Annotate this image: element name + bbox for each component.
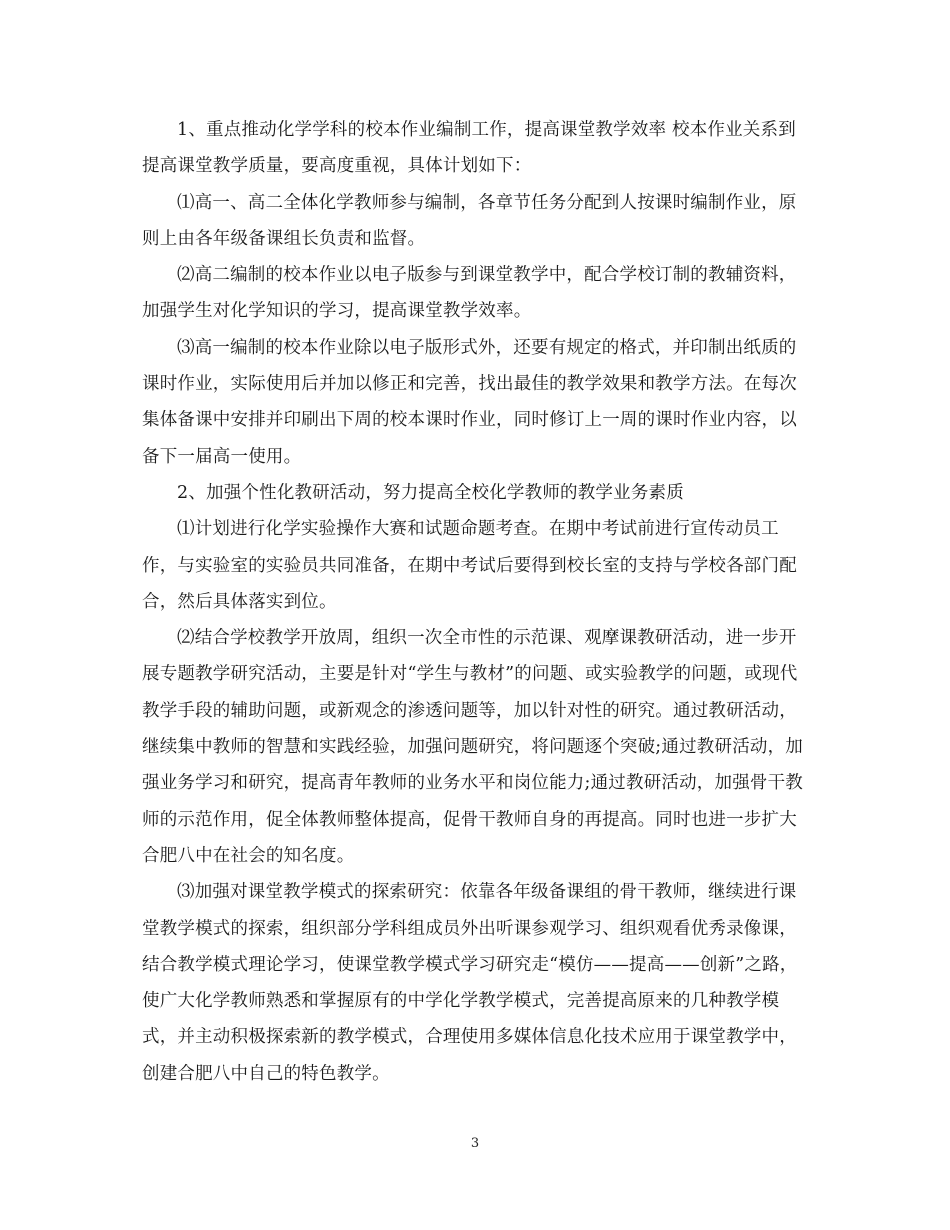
paragraph-item-2-1: ⑴计划进行化学实验操作大赛和试题命题考查。在期中考试前进行宣传动员工作，与实验室的实验员共同准备，在期中考试后要得到校长室的支持与学校各部门配合，然后具体落实到位。 xyxy=(142,519,797,612)
paragraph-item-1-2: ⑵高二编制的校本作业以电子版参与到课堂教学中，配合学校订制的教辅资料，加强学生对化学知识的学习，提高课堂教学效率。 xyxy=(142,265,797,322)
paragraph-section-1-heading: 1、重点推动化学学科的校本作业编制工作，提高课堂教学效率 校本作业关系到提高课堂教学质量，要高度重视，具体计划如下： xyxy=(142,120,796,177)
paragraph-item-1-1: ⑴高一、高二全体化学教师参与编制，各章节任务分配到人按课时编制作业，原则上由各年级备课组长负责和监督。 xyxy=(142,192,797,249)
paragraph-item-2-2: ⑵结合学校教学开放周，组织一次全市性的示范课、观摩课教研活动，进一步开展专题教学研究活动，主要是针对“学生与教材”的问题、或实验教学的问题，或现代教学手段的辅助问题，或新观念的渗透问题等，加以针对性的研究。通过教研活动，继续集中教师的智慧和实践经验，加强问题研究，将问题逐个突破;通过教研活动，加强业务学习和研究，提高青年教师的业务水平和岗位能力;通过教研活动，加强骨干教师的示范作用，促全体教师整体提高，促骨干教师自身的再提高。同时也进一步扩大合肥八中在社会的知名度。 xyxy=(142,628,803,866)
paragraph-item-2-3: ⑶加强对课堂教学模式的探索研究：依靠各年级备课组的骨干教师，继续进行课堂教学模式的探索，组织部分学科组成员外出听课参观学习、组织观看优秀录像课，结合教学模式理论学习，使课堂教学模式学习研究走“模仿——提高——创新”之路，使广大化学教师熟悉和掌握原有的中学化学教学模式，完善提高原来的几种教学模式，并主动积极探索新的教学模式，合理使用多媒体信息化技术应用于课堂教学中，创建合肥八中自己的特色教学。 xyxy=(142,882,798,1084)
document-body xyxy=(142,112,812,1092)
paragraph-section-2-heading: 2、加强个性化教研活动，努力提高全校化学教师的教学业务素质 xyxy=(177,482,684,503)
page-number: 3 xyxy=(470,1136,480,1151)
paragraph-item-1-3: ⑶高一编制的校本作业除以电子版形式外，还要有规定的格式，并印制出纸质的课时作业，实际使用后并加以修正和完善，找出最佳的教学效果和教学方法。在每次集体备课中安排并印刷出下周的校本课时作业，同时修订上一周的课时作业内容，以备下一届高一使用。 xyxy=(142,337,797,467)
